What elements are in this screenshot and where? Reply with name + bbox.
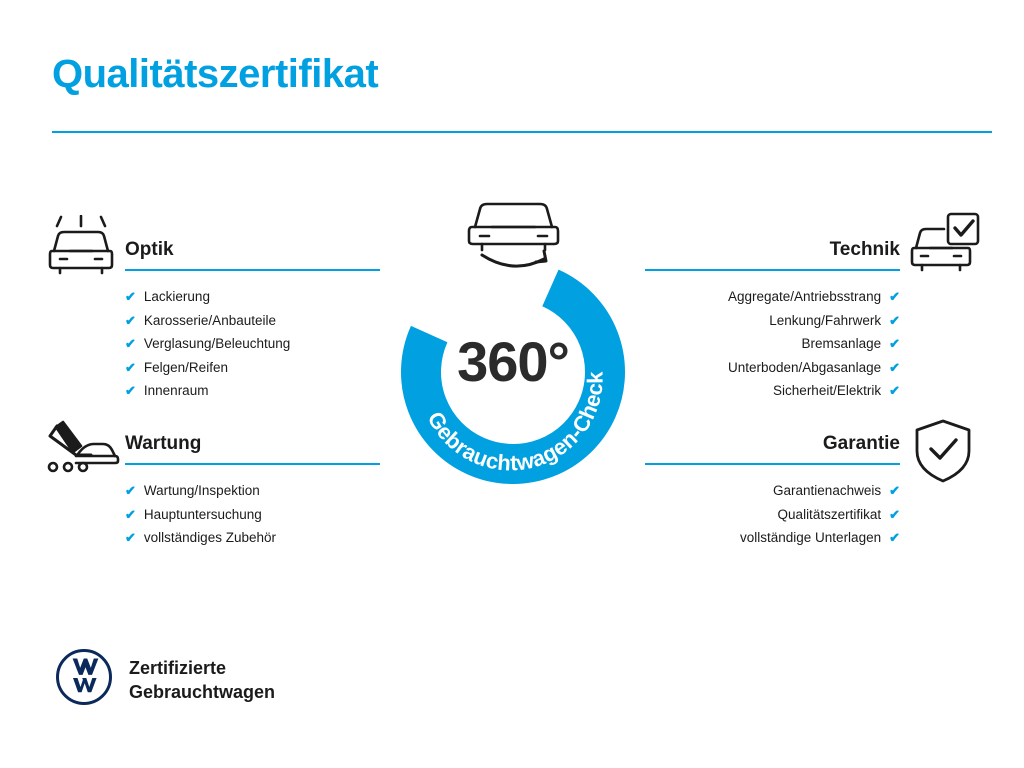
list-item-label: Lenkung/Fahrwerk xyxy=(769,312,882,328)
section-items-wartung xyxy=(125,479,425,550)
list-item xyxy=(600,356,900,380)
page-title: Qualitätszertifikat xyxy=(52,52,379,96)
list-item xyxy=(125,379,425,403)
list-item xyxy=(600,332,900,356)
list-item-label: Innenraum xyxy=(143,383,209,398)
check-icon: ✔ xyxy=(125,483,136,498)
footer-branding xyxy=(55,648,275,711)
section-items-technik xyxy=(600,285,900,403)
badge-degrees: 360° xyxy=(457,330,569,393)
list-item xyxy=(125,356,425,380)
car-front-shine-icon xyxy=(48,215,118,282)
section-divider-optik xyxy=(125,269,380,271)
section-heading-optik: Optik xyxy=(125,239,174,260)
section-divider-garantie xyxy=(645,463,900,465)
list-item-label: Felgen/Reifen xyxy=(143,359,228,375)
list-item xyxy=(600,503,900,527)
list-item-label: Verglasung/Beleuchtung xyxy=(143,336,291,351)
check-icon: ✔ xyxy=(889,383,900,398)
check-icon: ✔ xyxy=(125,383,136,398)
list-item xyxy=(600,379,900,403)
list-item xyxy=(125,285,425,309)
list-item xyxy=(600,309,900,333)
section-technik xyxy=(600,238,900,403)
list-item xyxy=(125,526,425,550)
check-icon: ✔ xyxy=(125,336,136,351)
check-icon: ✔ xyxy=(125,289,136,304)
list-item xyxy=(125,479,425,503)
car-checklist-icon xyxy=(910,212,982,279)
footer-line-2: Gebrauchtwagen xyxy=(129,681,276,702)
section-items-optik xyxy=(125,285,425,403)
list-item-label: Lackierung xyxy=(143,289,210,304)
list-item-label: Garantienachweis xyxy=(773,483,882,498)
section-divider-wartung xyxy=(125,463,380,465)
list-item-label: Aggregate/Antriebsstrang xyxy=(727,289,882,304)
volkswagen-logo xyxy=(55,648,113,711)
list-item-label: vollständige Unterlagen xyxy=(740,530,882,545)
section-heading-garantie: Garantie xyxy=(822,433,900,454)
check-icon: ✔ xyxy=(889,289,900,304)
footer-text xyxy=(129,656,275,704)
section-divider-technik xyxy=(645,269,900,271)
list-item xyxy=(125,332,425,356)
list-item-label: Qualitätszertifikat xyxy=(777,506,882,522)
check-icon: ✔ xyxy=(125,530,136,545)
section-items-garantie xyxy=(600,479,900,550)
footer-line-1: Zertifizierte xyxy=(129,657,227,678)
svg-text:Gebrauchtwagen-Check: Gebrauchtwagen-Check xyxy=(422,371,608,476)
list-item xyxy=(125,309,425,333)
list-item-label: Sicherheit/Elektrik xyxy=(773,383,882,398)
list-item-label: Unterboden/Abgasanlage xyxy=(727,359,882,375)
shield-check-icon xyxy=(912,418,974,489)
list-item-label: Wartung/Inspektion xyxy=(143,483,260,498)
car-lift-service-icon xyxy=(45,420,121,483)
section-optik xyxy=(125,238,425,403)
check-icon: ✔ xyxy=(125,506,136,522)
check-icon: ✔ xyxy=(889,312,900,328)
title-divider xyxy=(52,131,992,133)
list-item-label: Karosserie/Anbauteile xyxy=(143,312,276,328)
list-item xyxy=(600,479,900,503)
list-item xyxy=(125,503,425,527)
section-heading-technik: Technik xyxy=(829,239,900,260)
list-item-label: vollständiges Zubehör xyxy=(143,530,276,545)
check-icon: ✔ xyxy=(889,483,900,498)
check-icon: ✔ xyxy=(125,359,136,375)
check-icon: ✔ xyxy=(889,359,900,375)
section-garantie xyxy=(600,432,900,550)
list-item xyxy=(600,526,900,550)
list-item-label: Bremsanlage xyxy=(801,336,882,351)
list-item xyxy=(600,285,900,309)
list-item-label: Hauptuntersuchung xyxy=(143,506,262,522)
check-icon: ✔ xyxy=(125,312,136,328)
section-wartung xyxy=(125,432,425,550)
section-heading-wartung: Wartung xyxy=(125,433,202,454)
check-icon: ✔ xyxy=(889,336,900,351)
check-icon: ✔ xyxy=(889,530,900,545)
check-icon: ✔ xyxy=(889,506,900,522)
